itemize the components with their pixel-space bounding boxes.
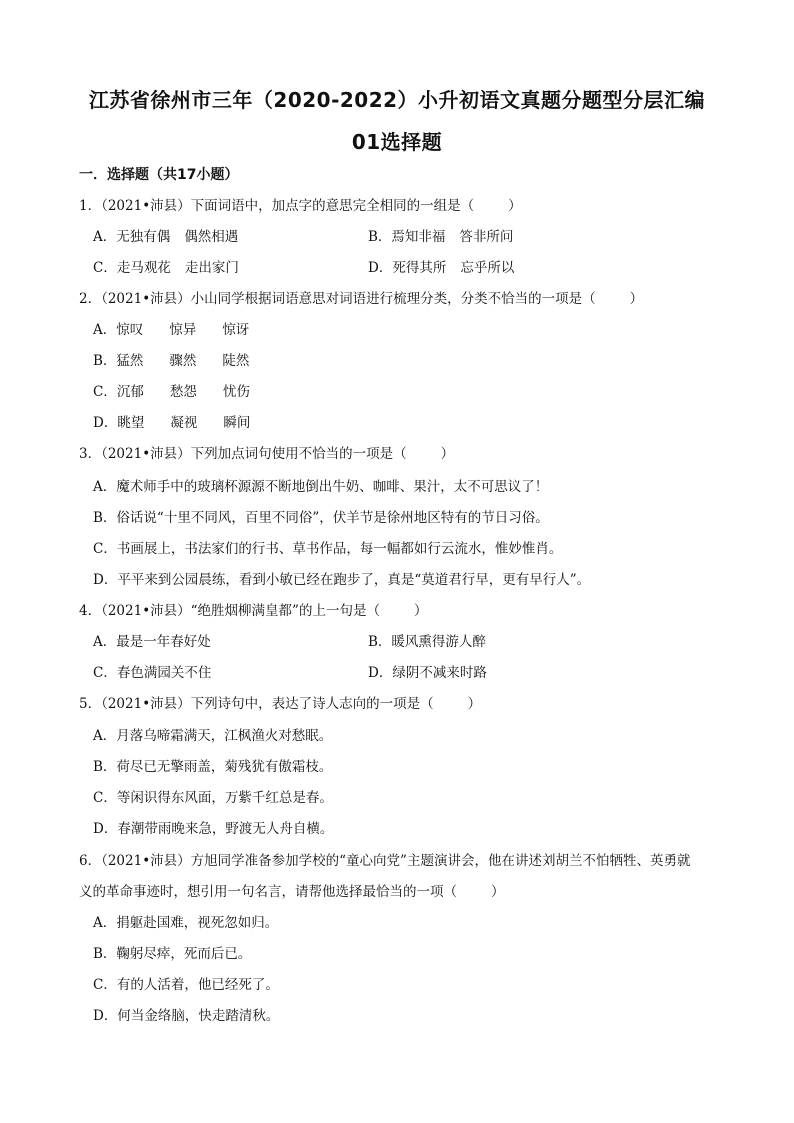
question-5-option-d[interactable]: D．春潮带雨晚来急，野渡无人舟自横。 <box>93 821 334 837</box>
question-1-option-b[interactable]: B．焉知非福 答非所问 <box>368 229 514 245</box>
question-1-stem: 1．（2021•沛县）下面词语中，加点字的意思完全相同的一组是（ ） <box>79 198 522 214</box>
question-6-option-d[interactable]: D．何当金络脑，快走踏清秋。 <box>93 1008 280 1024</box>
question-4-option-d[interactable]: D．绿阴不减来时路 <box>368 665 487 681</box>
question-2-option-a[interactable]: A．惊叹 惊异 惊讶 <box>93 322 250 338</box>
question-3-option-b[interactable]: B．俗话说“十里不同风，百里不同俗”，伏羊节是徐州地区特有的节日习俗。 <box>93 510 549 526</box>
question-4-stem: 4．（2021•沛县）“绝胜烟柳满皇都”的上一句是（ ） <box>79 603 428 619</box>
question-5-option-b[interactable]: B．荷尽已无擎雨盖，菊残犹有傲霜枝。 <box>93 759 333 775</box>
question-3-option-a[interactable]: A．魔术师手中的玻璃杯源源不断地倒出牛奶、咖啡、果汁，太不可思议了！ <box>93 479 549 495</box>
question-3-option-c[interactable]: C．书画展上，书法家们的行书、草书作品，每一幅都如行云流水，惟妙惟肖。 <box>93 541 563 557</box>
question-6-option-a[interactable]: A．捐躯赴国难，视死忽如归。 <box>93 915 279 931</box>
document-subtitle: 01选择题 <box>351 130 443 154</box>
question-6-option-b[interactable]: B．鞠躬尽瘁，死而后已。 <box>93 946 252 962</box>
question-2-stem: 2．（2021•沛县）小山同学根据词语意思对词语进行梳理分类，分类不恰当的一项是（ ） <box>79 291 644 307</box>
document-title: 江苏省徐州市三年（2020-2022）小升初语文真题分题型分层汇编 <box>88 88 706 112</box>
question-2-option-d[interactable]: D．眺望 凝视 瞬间 <box>93 415 251 431</box>
question-1-option-d[interactable]: D．死得其所 忘乎所以 <box>368 260 515 276</box>
question-4-option-c[interactable]: C．春色满园关不住 <box>93 665 212 681</box>
question-6-stem: 6．（2021•沛县）方旭同学准备参加学校的“童心向党”主题演讲会，他在讲述刘胡兰不怕牺牲、英勇就 <box>79 853 691 869</box>
section-heading: 一．选择题（共17小题） <box>79 167 239 183</box>
question-6-stem-continued: 义的革命事迹时，想引用一句名言，请帮他选择最恰当的一项（ ） <box>79 884 505 900</box>
question-4-option-b[interactable]: B．暖风熏得游人醉 <box>368 634 486 650</box>
question-5-stem: 5．（2021•沛县）下列诗句中，表达了诗人志向的一项是（ ） <box>79 696 482 712</box>
question-5-option-a[interactable]: A．月落乌啼霜满天，江枫渔火对愁眠。 <box>93 728 333 744</box>
question-3-stem: 3．（2021•沛县）下列加点词句使用不恰当的一项是（ ） <box>79 446 455 462</box>
question-2-option-b[interactable]: B．猛然 骤然 陡然 <box>93 353 250 369</box>
question-6-option-c[interactable]: C．有的人活着，他已经死了。 <box>93 977 279 993</box>
question-1-option-a[interactable]: A．无独有偶 偶然相遇 <box>93 229 239 245</box>
question-3-option-d[interactable]: D．平平来到公园晨练，看到小敏已经在跑步了，真是“莫道君行早，更有早行人”。 <box>93 572 591 588</box>
question-2-option-c[interactable]: C．沉郁 愁怨 忧伤 <box>93 384 250 400</box>
question-4-option-a[interactable]: A．最是一年春好处 <box>93 634 211 650</box>
question-1-option-c[interactable]: C．走马观花 走出家门 <box>93 260 239 276</box>
question-5-option-c[interactable]: C．等闲识得东风面，万紫千红总是春。 <box>93 790 333 806</box>
